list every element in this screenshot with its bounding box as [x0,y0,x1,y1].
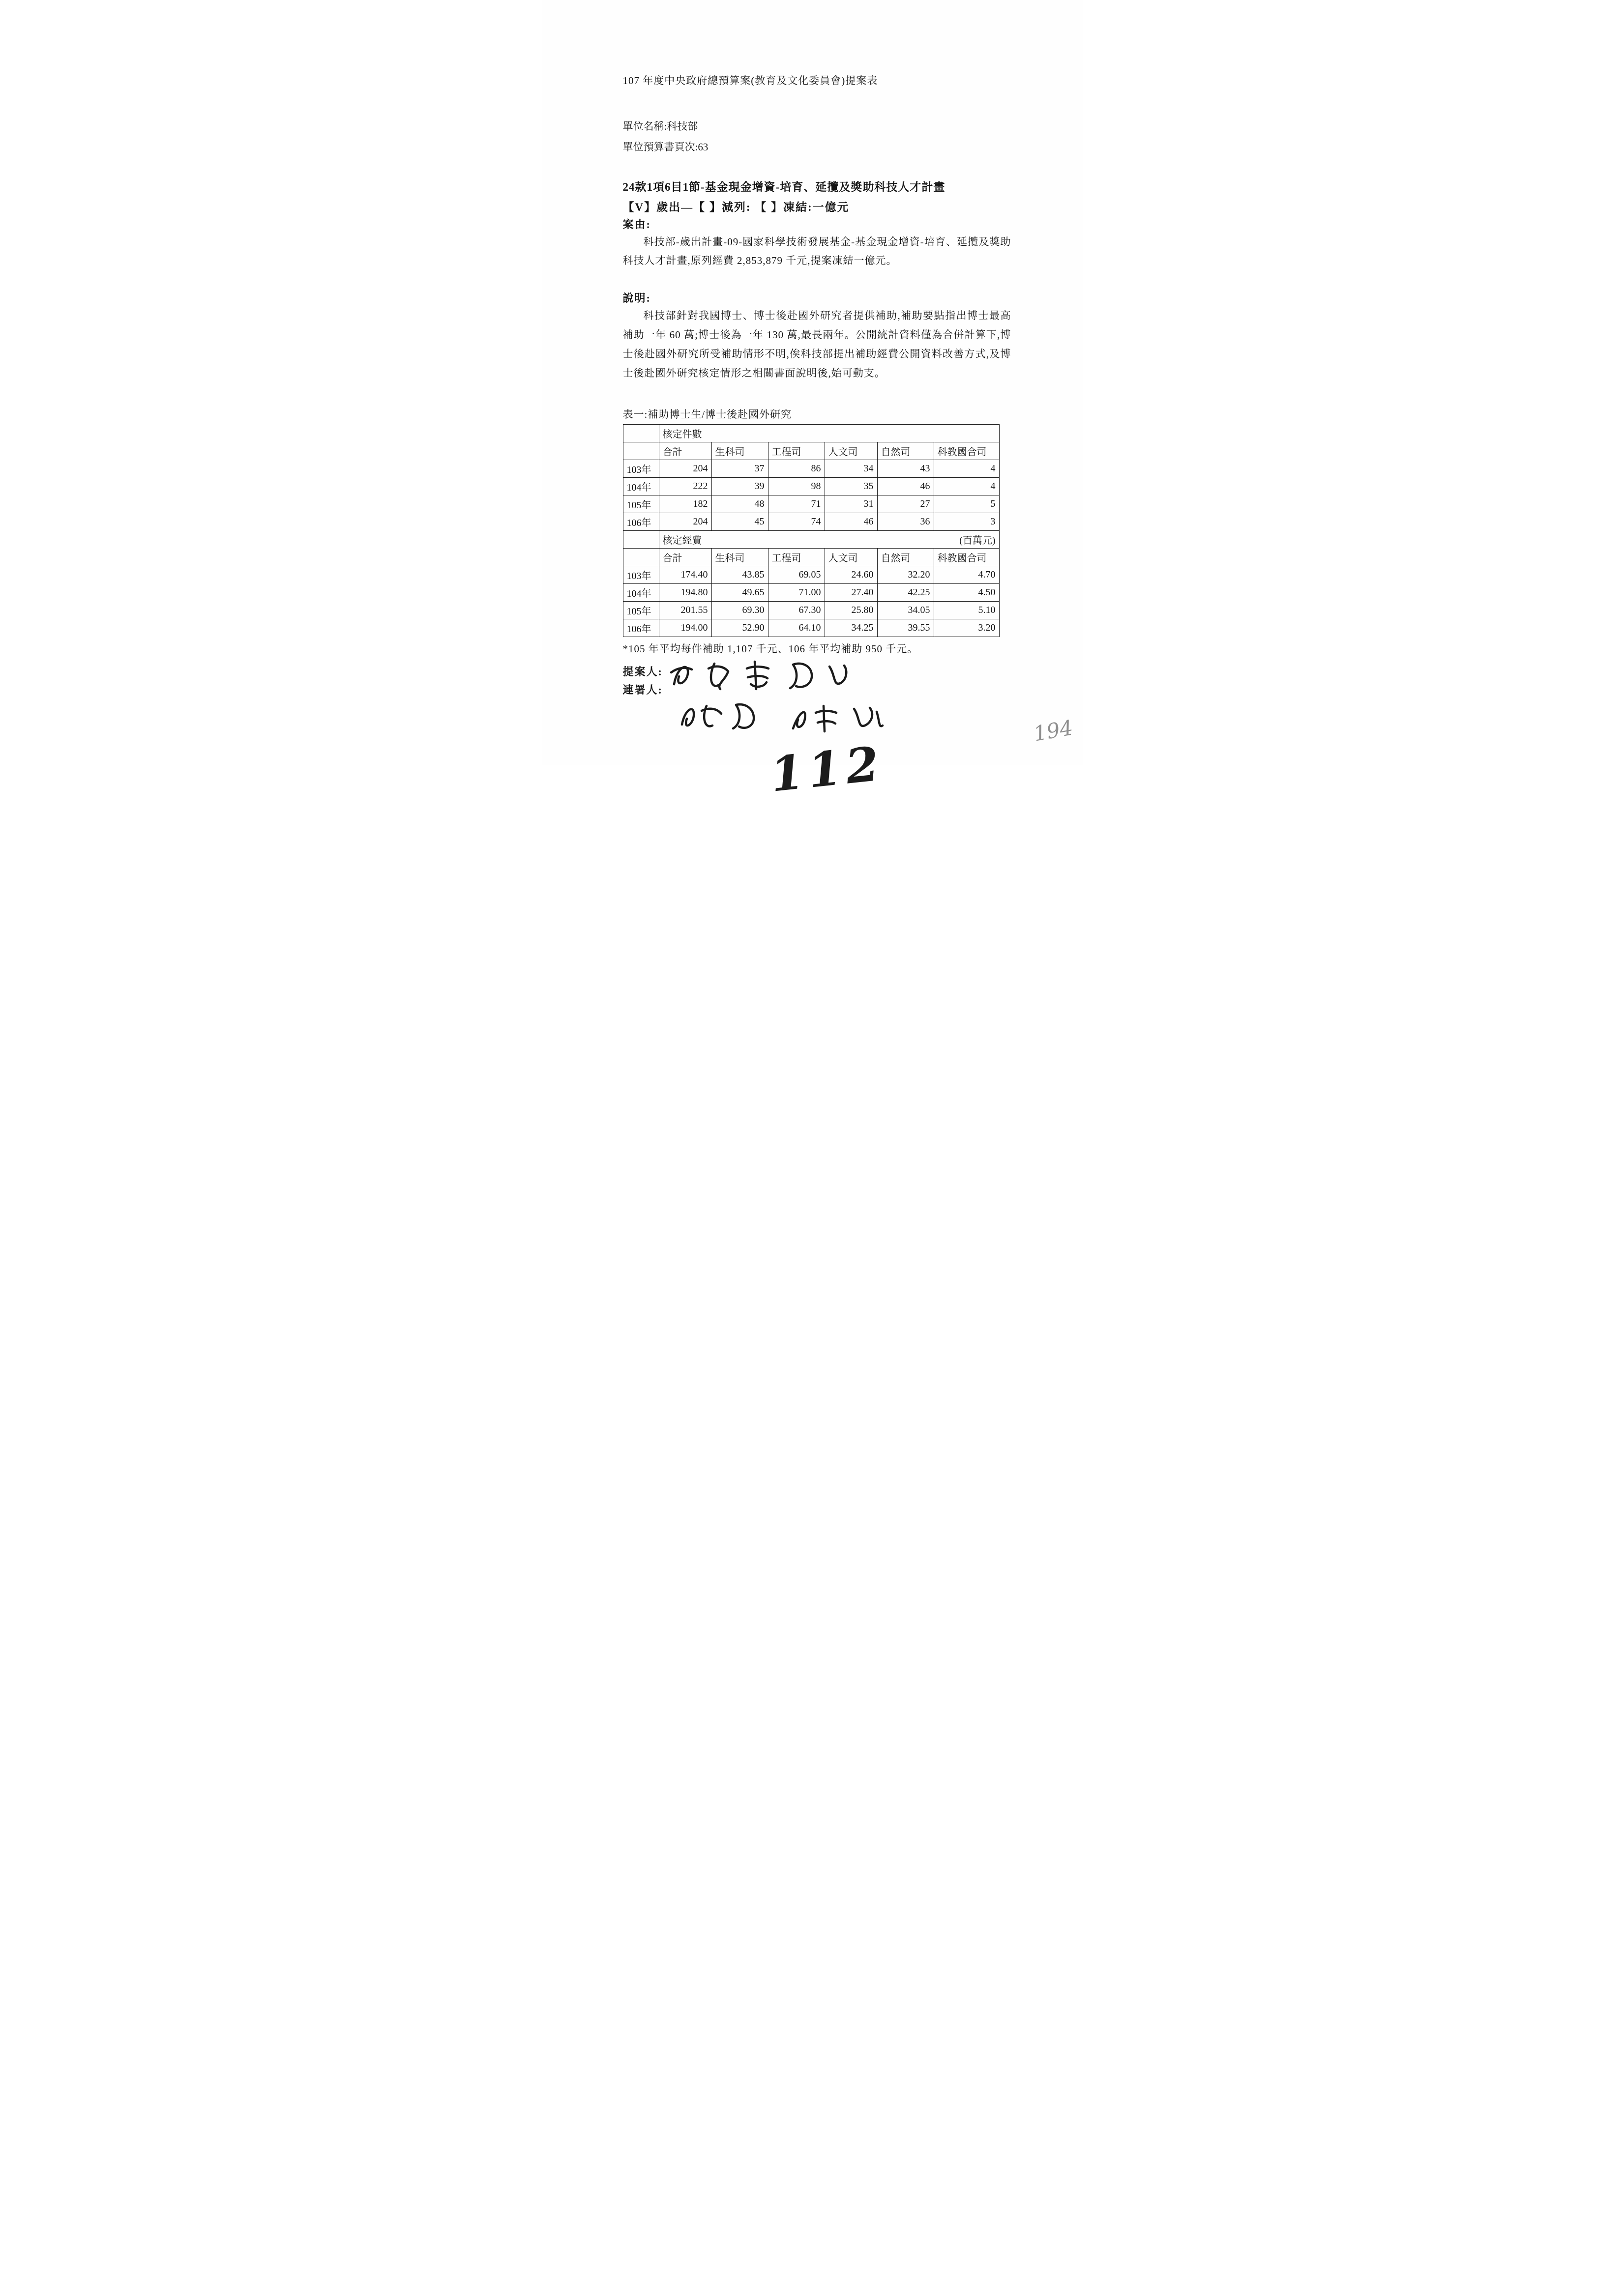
budget-cell: 201.55 [659,601,711,619]
table-row [623,460,999,477]
budget-cell: 25.80 [825,601,877,619]
budget-cell: 71.00 [768,583,825,601]
budget-cell: 69.05 [768,566,825,583]
table-row [623,530,999,548]
count-cell: 74 [768,513,825,530]
handwritten-number: 112 [768,735,886,803]
table-row [623,513,999,530]
table-row [623,477,999,495]
table-row [623,566,999,583]
budget-cell: 34.05 [877,601,934,619]
blank-cell [623,442,659,460]
budget-cell: 4.50 [934,583,999,601]
signing-block [623,663,1011,810]
count-cell: 204 [659,513,711,530]
table-row [623,583,999,601]
count-cell: 34 [825,460,877,477]
count-cell: 86 [768,460,825,477]
table-row [623,442,999,460]
table-footnote: *105 年平均每件補助 1,107 千元、106 年平均補助 950 千元。 [622,642,918,655]
count-cell: 39 [711,477,768,495]
case-body: 科技部-歲出計畫-09-國家科學技術發展基金-基金現金增資-培育、延攬及獎助科技人才計畫,原列經費 2,853,879 千元,提案凍結一億元。 [622,235,1011,267]
budget-cell: 69.30 [711,601,768,619]
blank-cell [623,530,659,548]
explain-body: 科技部針對我國博士、博士後赴國外研究者提供補助,補助要點指出博士最高補助一年 60 萬;博士後為一年 130 萬,最長兩年。公開統計資料僅為合併計算下,博士後赴國外研究所受補助情形不明,俟科技部提出補助經費公開資料改善方式,及博士後赴國外研究核定情形之相關書面說明後,始可動支。 [622,310,1011,379]
budget-cell: 27.40 [825,583,877,601]
budget-cell: 49.65 [711,583,768,601]
col-header: 合計 [659,442,711,460]
unit-name-line: 單位名稱:科技部 [622,120,698,132]
count-cell: 4 [934,460,999,477]
year-cell: 103年 [623,460,659,477]
budget-cell: 42.25 [877,583,934,601]
count-cell: 222 [659,477,711,495]
budget-cell: 174.40 [659,566,711,583]
subsidy-table [623,424,1000,637]
count-cell: 71 [768,495,825,513]
col-header: 工程司 [768,442,825,460]
table-row [623,601,999,619]
col-header: 生科司 [711,548,768,566]
count-cell: 46 [877,477,934,495]
proposal-heading: 24款1項6目1節-基金現金增資-培育、延攬及獎助科技人才計畫 [622,181,945,193]
budget-cell: 52.90 [711,619,768,637]
budget-cell: 3.20 [934,619,999,637]
budget-cell: 67.30 [768,601,825,619]
year-cell: 104年 [623,583,659,601]
year-cell: 106年 [623,619,659,637]
case-label: 案由: [622,218,651,231]
proposal-checkline: 【V】歲出—【 】減列: 【 】凍結:一億元 [622,201,850,213]
budget-cell: 5.10 [934,601,999,619]
col-header: 科教國合司 [934,442,999,460]
cosigner-signature-1 [672,695,766,739]
table-caption: 表一:補助博士生/博士後赴國外研究 [622,408,792,420]
unit-info-block [623,116,1011,157]
col-header: 自然司 [877,548,934,566]
proposer-label: 提案人: [622,665,663,678]
budget-cell: 39.55 [877,619,934,637]
budget-section-label: 核定經費 [662,535,702,546]
budget-cell: 32.20 [877,566,934,583]
count-cell: 182 [659,495,711,513]
count-cell: 48 [711,495,768,513]
count-cell: 36 [877,513,934,530]
blank-cell [623,548,659,566]
count-cell: 37 [711,460,768,477]
count-cell: 4 [934,477,999,495]
document-title: 107 年度中央政府總預算案(教育及文化委員會)提案表 [622,75,878,87]
unit-page-line: 單位預算書頁次:63 [622,141,709,153]
year-cell: 106年 [623,513,659,530]
blank-cell [623,424,659,442]
col-header: 人文司 [825,442,877,460]
document-content [623,0,1011,810]
col-header: 合計 [659,548,711,566]
year-cell: 103年 [623,566,659,583]
budget-unit-label: (百萬元) [959,535,996,546]
count-cell: 45 [711,513,768,530]
count-cell: 3 [934,513,999,530]
table-row [623,495,999,513]
table-row [623,619,999,637]
scanned-document-page [542,0,1083,803]
budget-cell: 24.60 [825,566,877,583]
table-row [623,424,999,442]
count-cell: 98 [768,477,825,495]
counts-section-header: 核定件數 [659,424,999,442]
count-cell: 31 [825,495,877,513]
table-row [623,548,999,566]
col-header: 工程司 [768,548,825,566]
budget-cell: 194.80 [659,583,711,601]
budget-cell: 4.70 [934,566,999,583]
corner-page-number: 194 [1031,715,1075,746]
count-cell: 27 [877,495,934,513]
col-header: 科教國合司 [934,548,999,566]
cosigner-signature-2 [785,697,888,741]
budget-section-header [659,530,999,548]
year-cell: 104年 [623,477,659,495]
budget-cell: 64.10 [768,619,825,637]
count-cell: 46 [825,513,877,530]
budget-cell: 34.25 [825,619,877,637]
count-cell: 35 [825,477,877,495]
budget-cell: 43.85 [711,566,768,583]
explain-label: 說明: [622,292,651,305]
budget-cell: 194.00 [659,619,711,637]
cosigner-label: 連署人: [622,683,663,696]
col-header: 人文司 [825,548,877,566]
col-header: 自然司 [877,442,934,460]
count-cell: 5 [934,495,999,513]
count-cell: 43 [877,460,934,477]
col-header: 生科司 [711,442,768,460]
year-cell: 105年 [623,495,659,513]
year-cell: 105年 [623,601,659,619]
count-cell: 204 [659,460,711,477]
